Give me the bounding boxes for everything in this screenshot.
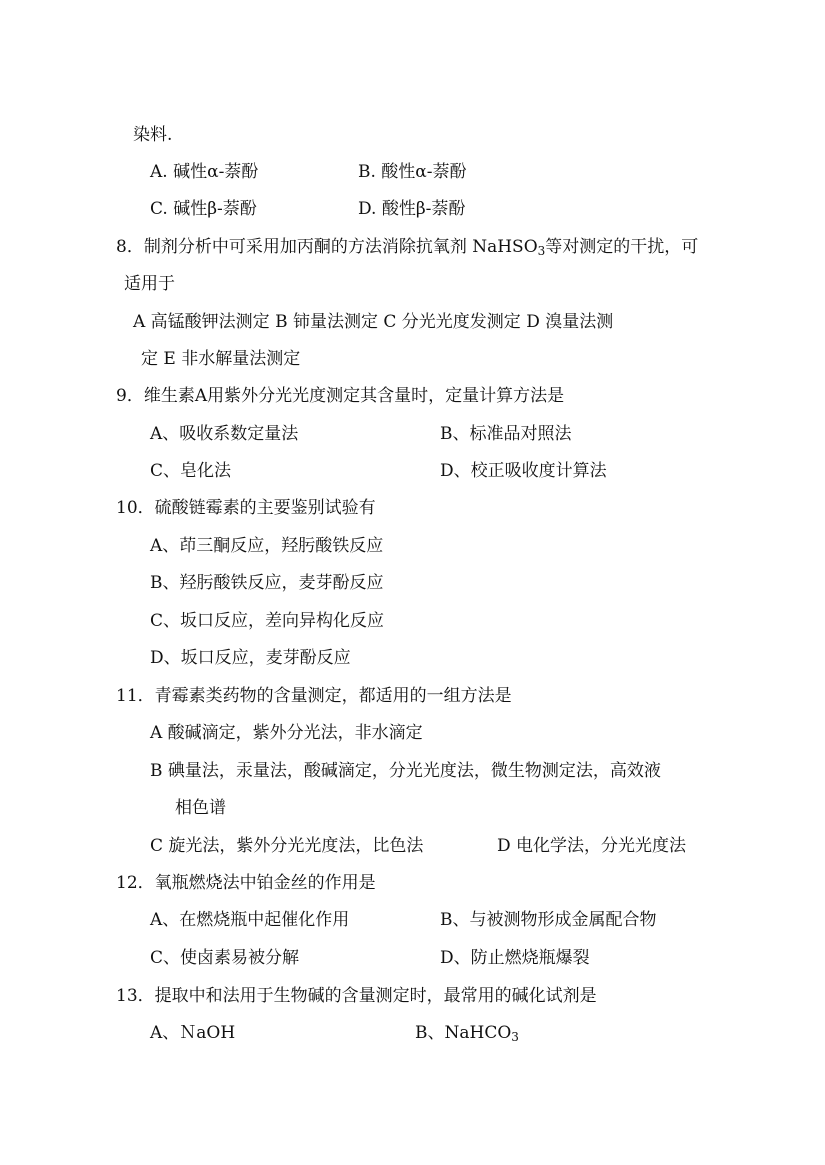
q8-options-line2: 定 E 非水解量法测定 [141,349,301,369]
q8-stem-part2: 等对测定的干扰，可 [545,237,699,257]
q10-option-b: B、羟肟酸铁反应，麦芽酚反应 [150,573,384,593]
q8-stem-subscript: 3 [537,244,546,258]
q8-stem-part1: 8．制剂分析中可采用加丙酮的方法消除抗氧剂 NaHSO [116,237,538,257]
q7-option-d: D. 酸性β-萘酚 [358,199,466,219]
q11-stem: 11．青霉素类药物的含量测定，都适用的一组方法是 [116,686,512,706]
q11-option-c: C 旋光法，紫外分光光度法，比色法 [150,836,424,856]
q10-option-a: A、茚三酮反应，羟肟酸铁反应 [150,536,384,556]
q12-option-b: B、与被测物形成金属配合物 [440,910,657,930]
q12-option-c: C、使卤素易被分解 [150,948,300,968]
q12-option-a: A、在燃烧瓶中起催化作用 [150,910,350,930]
q10-stem: 10．硫酸链霉素的主要鉴别试验有 [116,498,376,518]
q9-option-c: C、皂化法 [150,461,232,481]
q12-stem: 12．氧瓶燃烧法中铂金丝的作用是 [116,873,376,893]
q13-stem: 13．提取中和法用于生物碱的含量测定时，最常用的碱化试剂是 [116,986,597,1006]
q9-stem: 9．维生素A用紫外分光光度测定其含量时，定量计算方法是 [116,386,565,406]
q11-option-a: A 酸碱滴定，紫外分光法，非水滴定 [150,723,423,743]
q8-options-line1: A 高锰酸钾法测定 B 铈量法测定 C 分光光度发测定 D 溴量法测 [133,312,614,332]
q7-option-c: C. 碱性β-萘酚 [150,199,257,219]
q8-stem-line1 [116,236,698,258]
q9-option-d: D、校正吸收度计算法 [440,461,607,481]
q11-option-d: D 电化学法，分光光度法 [497,836,687,856]
q13-option-b-subscript: 3 [511,1030,519,1044]
q13-option-b [415,1022,519,1044]
q13-option-a: A、ＮaOH [150,1023,236,1043]
q10-option-c: C、坂口反应，差向异构化反应 [150,611,385,631]
q12-option-d: D、防止燃烧瓶爆裂 [440,948,590,968]
q13-option-b-text: B、NaHCO [415,1023,512,1043]
q8-stem-line2: 适用于 [124,274,175,294]
question-7-continuation: 染料. [133,125,173,145]
q11-option-b-line1: B 碘量法，汞量法，酸碱滴定，分光光度法，微生物测定法，高效液 [150,761,661,781]
q9-option-b: B、标准品对照法 [440,424,572,444]
q11-option-b-line2: 相色谱 [175,798,226,818]
q9-option-a: A、吸收系数定量法 [150,424,299,444]
q10-option-d: D、坂口反应，麦芽酚反应 [150,648,351,668]
q7-option-b: B. 酸性α-萘酚 [358,162,467,182]
q7-option-a: A. 碱性α-萘酚 [150,162,259,182]
